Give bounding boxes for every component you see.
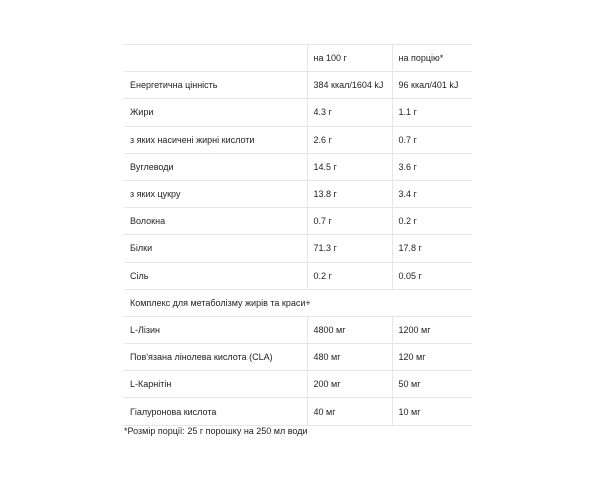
table-header-row [124,45,472,72]
nutrient-name: Вуглеводи [124,153,307,180]
nutrient-name: Білки [124,235,307,262]
table-row [124,235,472,262]
nutrient-name: Пов'язана лінолева кислота (CLA) [124,344,307,371]
table-row [124,99,472,126]
nutrient-name: з яких насичені жирні кислоти [124,126,307,153]
header-per-serving: на порцію* [392,45,472,72]
value-per-100g: 2.6 г [307,126,392,153]
value-per-100g: 40 мг [307,398,392,425]
value-per-100g: 0.2 г [307,262,392,289]
value-per-100g: 13.8 г [307,180,392,207]
nutrient-name: Волокна [124,208,307,235]
value-per-serving: 1.1 г [392,99,472,126]
header-per-100g: на 100 г [307,45,392,72]
header-nutrient [124,45,307,72]
table-row [124,72,472,99]
value-per-100g: 14.5 г [307,153,392,180]
table-row [124,153,472,180]
nutrient-name: з яких цукру [124,180,307,207]
value-per-serving: 3.4 г [392,180,472,207]
value-per-serving: 0.05 г [392,262,472,289]
value-per-serving: 0.7 г [392,126,472,153]
nutrient-name: Гіалуронова кислота [124,398,307,425]
serving-size-footnote: *Розмір порції: 25 г порошку на 250 мл води [124,426,308,436]
table-row [124,344,472,371]
table-row [124,126,472,153]
value-per-100g: 4.3 г [307,99,392,126]
nutrient-name: L-Карнітін [124,371,307,398]
value-per-serving: 96 ккал/401 kJ [392,72,472,99]
value-per-100g: 4800 мг [307,316,392,343]
nutrient-name: Жири [124,99,307,126]
section-row [124,289,472,316]
nutrient-name: Енергетична цінність [124,72,307,99]
value-per-serving: 3.6 г [392,153,472,180]
value-per-serving: 0.2 г [392,208,472,235]
nutrition-table [124,44,472,426]
value-per-serving: 1200 мг [392,316,472,343]
value-per-100g: 480 мг [307,344,392,371]
table-row [124,398,472,425]
table-row [124,316,472,343]
value-per-serving: 120 мг [392,344,472,371]
table-row [124,262,472,289]
value-per-100g: 200 мг [307,371,392,398]
table-row [124,371,472,398]
value-per-serving: 17.8 г [392,235,472,262]
value-per-100g: 0.7 г [307,208,392,235]
nutrient-name: Сіль [124,262,307,289]
value-per-100g: 71.3 г [307,235,392,262]
value-per-serving: 50 мг [392,371,472,398]
nutrition-facts [124,44,472,426]
value-per-100g: 384 ккал/1604 kJ [307,72,392,99]
table-row [124,208,472,235]
nutrient-name: L-Лізин [124,316,307,343]
table-row [124,180,472,207]
value-per-serving: 10 мг [392,398,472,425]
section-title: Комплекс для метаболізму жирів та краси+ [124,289,472,316]
